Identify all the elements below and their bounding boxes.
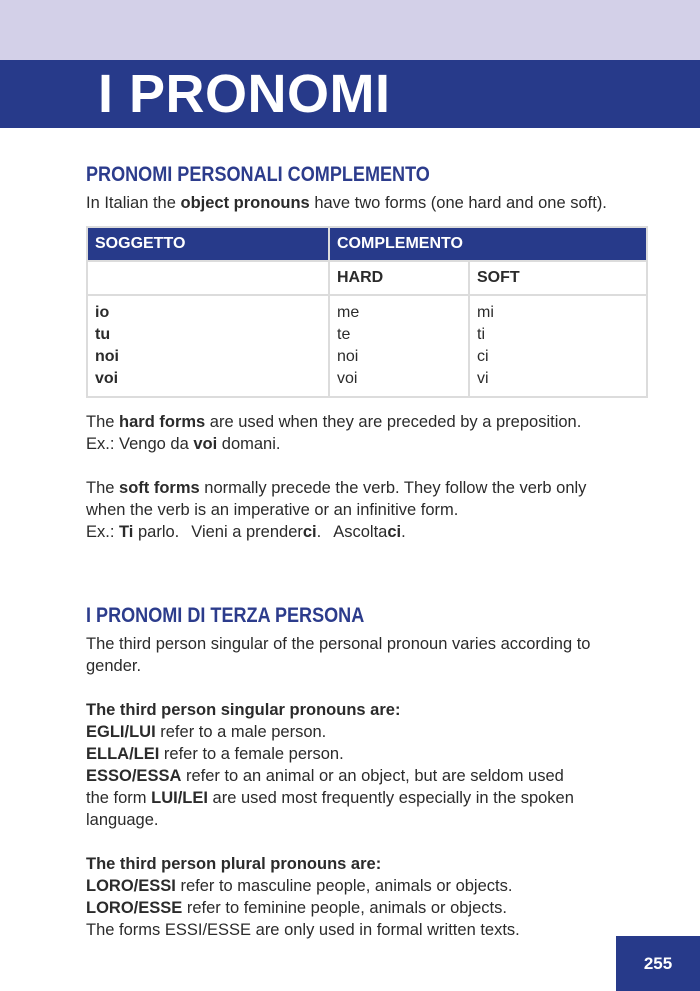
soft-cell: mi ti ci vi bbox=[469, 295, 647, 397]
page-number: 255 bbox=[616, 936, 700, 991]
pronoun-table bbox=[86, 226, 648, 398]
plural-title: The third person plural pronouns are: bbox=[86, 855, 382, 873]
table-header-row bbox=[87, 227, 647, 261]
singular-title: The third person singular pronouns are: bbox=[86, 701, 401, 719]
hard-cell: me te noi voi bbox=[329, 295, 469, 397]
header-complemento: COMPLEMENTO bbox=[329, 227, 647, 261]
page-title: I PRONOMI bbox=[98, 64, 391, 124]
subheader-empty bbox=[87, 261, 329, 295]
singular-egli: EGLI/LUI refer to a male person. bbox=[86, 723, 327, 741]
singular-lui-lei: the form LUI/LEI are used most frequently especially in the spoken bbox=[86, 789, 574, 807]
section2-intro-line1: The third person singular of the personal pronoun varies according to bbox=[86, 635, 591, 653]
content bbox=[86, 160, 666, 941]
section1-intro: In Italian the object pronouns have two forms (one hard and one soft). bbox=[86, 194, 607, 212]
soggetto-cell: io tu noi voi bbox=[87, 295, 329, 397]
section2-intro-line2: gender. bbox=[86, 657, 142, 675]
subheader-soft: SOFT bbox=[469, 261, 647, 295]
header-soggetto: SOGGETTO bbox=[87, 227, 329, 261]
plural-loro-essi: LORO/ESSI refer to masculine people, animals or objects. bbox=[86, 877, 513, 895]
soft-forms-line: The soft forms normally precede the verb. They follow the verb only bbox=[86, 479, 587, 497]
hard-forms-line: The hard forms are used when they are preceded by a preposition. bbox=[86, 413, 582, 431]
section2-heading: I PRONOMI DI TERZA PERSONA bbox=[86, 604, 365, 627]
singular-ella: ELLA/LEI refer to a female person. bbox=[86, 745, 344, 763]
top-band bbox=[0, 0, 700, 60]
title-bar bbox=[0, 60, 700, 128]
plural-loro-esse: LORO/ESSE refer to feminine people, animals or objects. bbox=[86, 899, 507, 917]
soft-forms-line2: when the verb is an imperative or an infinitive form. bbox=[86, 501, 459, 519]
subheader-hard: HARD bbox=[329, 261, 469, 295]
singular-esso: ESSO/ESSA refer to an animal or an object, but are seldom used bbox=[86, 767, 564, 785]
hard-forms-example: Ex.: Vengo da voi domani. bbox=[86, 435, 281, 453]
soft-forms-example: Ex.: Ti parlo. Vieni a prenderci. Ascoltaci. bbox=[86, 523, 406, 541]
singular-language: language. bbox=[86, 811, 159, 829]
plural-note: The forms ESSI/ESSE are only used in formal written texts. bbox=[86, 921, 520, 939]
table-row bbox=[87, 295, 647, 397]
table-subheader-row bbox=[87, 261, 647, 295]
section1-heading: PRONOMI PERSONALI COMPLEMENTO bbox=[86, 163, 430, 186]
